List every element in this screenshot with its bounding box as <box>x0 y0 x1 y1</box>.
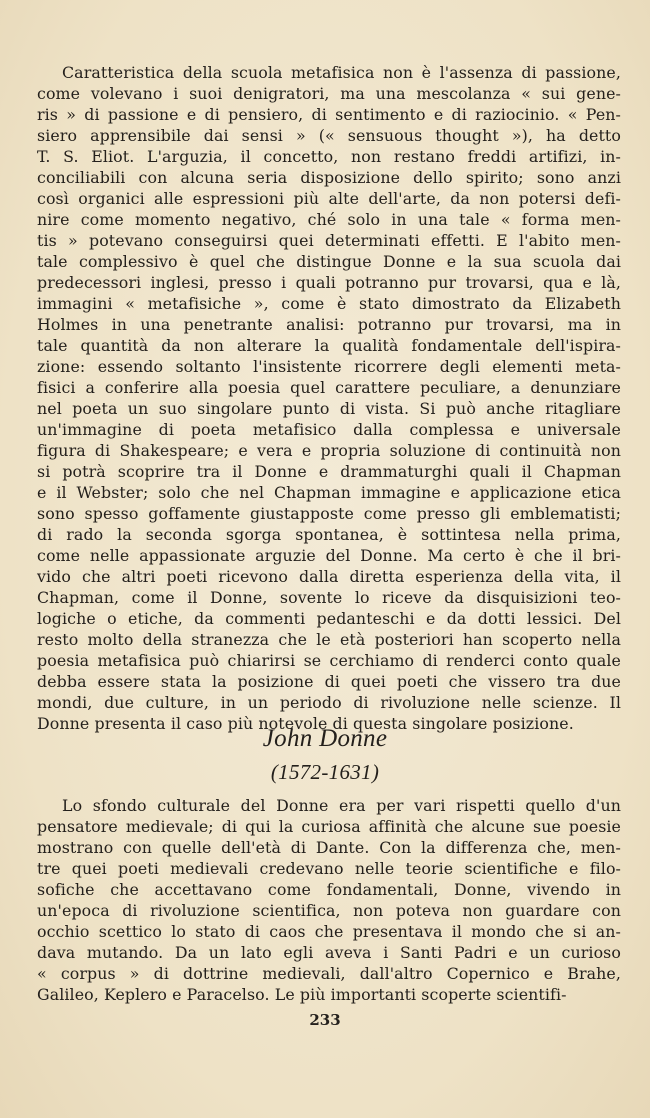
text-line: debba essere stata la posizione di quei poeti che vissero tra due <box>37 672 621 691</box>
text-line: « corpus » di dottrine medievali, dall'altro Copernico e Brahe, <box>37 964 621 983</box>
text-line: Donne presenta il caso più notevole di questa singolare posizione. <box>37 714 574 733</box>
text-line: Caratteristica della scuola metafisica non è l'assenza di passione, <box>62 63 621 82</box>
section-dates: (1572-1631) <box>270 760 380 784</box>
text-line: tale quantità da non alterare la qualità fondamentale dell'ispira- <box>37 336 621 355</box>
text-line: Holmes in una penetrante analisi: potranno pur trovarsi, ma in <box>37 315 621 334</box>
text-line: figura di Shakespeare; e vera e propria soluzione di continuità non <box>37 441 621 460</box>
section-title: John Donne <box>262 725 388 752</box>
paragraph-metaphysical-school <box>37 62 621 734</box>
text-line: logiche o etiche, da commenti pedanteschi e da dotti lessici. Del <box>37 609 621 628</box>
text-line: un'epoca di rivoluzione scientifica, non poteva non guardare con <box>37 901 621 920</box>
text-line: sono spesso goffamente giustapposte come presso gli emblematisti; <box>37 504 621 523</box>
page-number: 233 <box>309 1011 341 1029</box>
text-line: dava mutando. Da un lato egli aveva i Santi Padri e un curioso <box>37 943 621 962</box>
paragraph-donne-background <box>37 795 621 1005</box>
text-line: tale complessivo è quel che distingue Donne e la sua scuola dai <box>37 252 621 271</box>
text-line: e il Webster; solo che nel Chapman immagine e applicazione etica <box>37 483 621 502</box>
text-line: T. S. Eliot. L'arguzia, il concetto, non restano freddi artifizi, in- <box>37 147 621 166</box>
text-line: mostrano con quelle dell'età di Dante. Con la differenza che, men- <box>37 838 621 857</box>
text-line: Galileo, Keplero e Paracelso. Le più importanti scoperte scientifi- <box>37 985 567 1004</box>
text-line: come volevano i suoi denigratori, ma una mescolanza « sui gene- <box>37 84 621 103</box>
text-line: resto molto della stranezza che le età posteriori han scoperto nella <box>37 630 621 649</box>
text-line: sofiche che accettavano come fondamentali, Donne, vivendo in <box>37 880 621 899</box>
text-line: tis » potevano conseguirsi quei determinati effetti. E l'abito men- <box>37 231 621 250</box>
text-line: conciliabili con alcuna seria disposizione dello spirito; sono anzi <box>37 168 621 187</box>
text-line: immagini « metafisiche », come è stato dimostrato da Elizabeth <box>37 294 621 313</box>
text-line: Lo sfondo culturale del Donne era per vari rispetti quello d'un <box>62 796 621 815</box>
text-line: vido che altri poeti ricevono dalla diretta esperienza della vita, il <box>37 567 621 586</box>
text-line: nel poeta un suo singolare punto di vista. Si può anche ritagliare <box>37 399 621 418</box>
text-line: siero apprensibile dai sensi » (« sensuous thought »), ha detto <box>37 126 621 145</box>
text-line: come nelle appassionate arguzie del Donne. Ma certo è che il bri- <box>37 546 621 565</box>
text-line: poesia metafisica può chiarirsi se cerchiamo di renderci conto quale <box>37 651 621 670</box>
text-line: mondi, due culture, in un periodo di rivoluzione nelle scienze. Il <box>37 693 621 712</box>
text-line: tre quei poeti medievali credevano nelle teorie scientifiche e filo- <box>37 859 621 878</box>
text-line: zione: essendo soltanto l'insistente ricorrere degli elementi meta- <box>37 357 621 376</box>
text-line: occhio scettico lo stato di caos che presentava il mondo che si an- <box>37 922 621 941</box>
text-line: si potrà scoprire tra il Donne e drammaturghi quali il Chapman <box>37 462 621 481</box>
text-line: ris » di passione e di pensiero, di sentimento e di raziocinio. « Pen- <box>37 105 621 124</box>
text-line: pensatore medievale; di qui la curiosa affinità che alcune sue poesie <box>37 817 621 836</box>
text-line: nire come momento negativo, ché solo in una tale « forma men- <box>37 210 621 229</box>
text-line: Chapman, come il Donne, sovente lo riceve da disquisizioni teo- <box>37 588 621 607</box>
text-line: così organici alle espressioni più alte dell'arte, da non potersi defi- <box>37 189 621 208</box>
text-line: un'immagine di poeta metafisico dalla complessa e universale <box>37 420 621 439</box>
text-line: predecessori inglesi, presso i quali potranno pur trovarsi, qua e là, <box>37 273 621 292</box>
text-line: fisici a conferire alla poesia quel carattere peculiare, a denunziare <box>37 378 621 397</box>
text-line: di rado la seconda sgorga spontanea, è sottintesa nella prima, <box>37 525 621 544</box>
